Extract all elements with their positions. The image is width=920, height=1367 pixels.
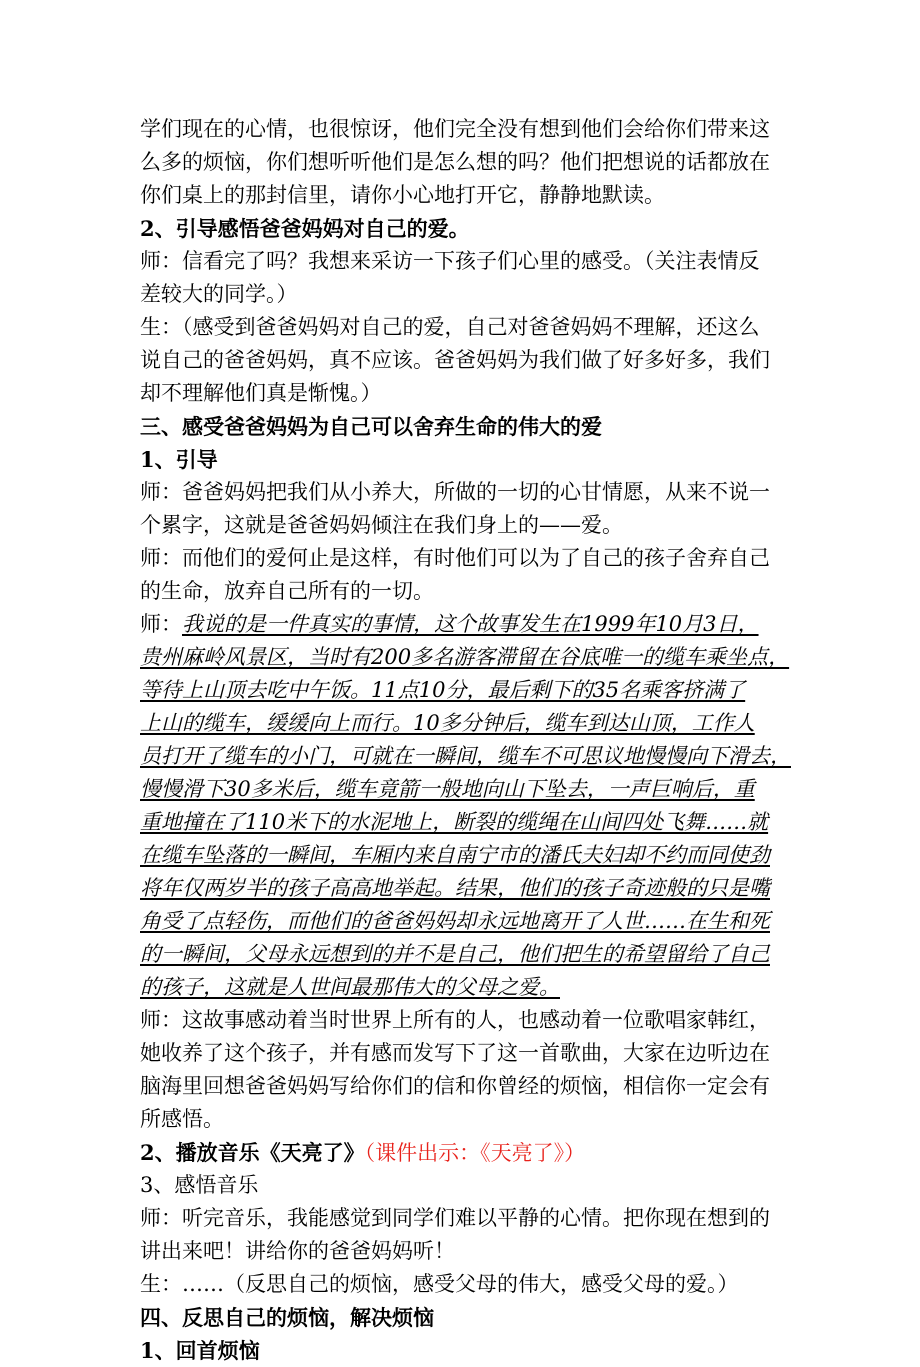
story-line: 等待上山顶去吃中午饭。11点10分，最后剩下的35名乘客挤满了 <box>140 678 746 702</box>
music-heading <box>140 1136 796 1169</box>
text-line: 她收养了这个孩子，并有感而发写下了这一首歌曲，大家在边听边在 <box>140 1041 770 1065</box>
courseware-note: （课件出示：《天亮了》） <box>364 1141 586 1165</box>
story-line: 贵州麻岭风景区，当时有200多名游客滞留在谷底唯一的缆车乘坐点， <box>140 645 790 669</box>
story-line: 的一瞬间，父母永远想到的并不是自己，他们把生的希望留给了自己 <box>140 942 770 966</box>
text-line: 讲出来吧！讲给你的爸爸妈妈听！ <box>140 1239 455 1263</box>
text-line: 师：而他们的爱何止是这样，有时他们可以为了自己的孩子舍弃自己 <box>140 546 770 570</box>
story-line: 在缆车坠落的一瞬间，车厢内来自南宁市的潘氏夫妇却不约而同使劲 <box>140 843 770 867</box>
story-speaker: 师： <box>140 612 182 636</box>
text-line: 师：爸爸妈妈把我们从小养大，所做的一切的心甘情愿，从来不说一 <box>140 480 770 504</box>
music-label: 2、播放音乐《天亮了》 <box>140 1140 365 1165</box>
text-line: 学们现在的心情，也很惊讶，他们完全没有想到他们会给你们带来这 <box>140 117 770 141</box>
document-page <box>140 113 796 1367</box>
text-line: 个累字，这就是爸爸妈妈倾注在我们身上的——爱。 <box>140 513 623 537</box>
text-line: 你们桌上的那封信里，请你小心地打开它，静静地默读。 <box>140 183 665 207</box>
text-line: 所感悟。 <box>140 1107 224 1131</box>
text-line: 生：……（反思自己的烦恼，感受父母的伟大，感受父母的爱。） <box>140 1272 739 1296</box>
text-line: 生：（感受到爸爸妈妈对自己的爱，自己对爸爸妈妈不理解，还这么 <box>140 315 760 339</box>
section-heading: 1、回首烦恼 <box>140 1338 260 1363</box>
text-line: 么多的烦恼，你们想听听他们是怎么想的吗？他们把想说的话都放在 <box>140 150 770 174</box>
story-line: 上山的缆车，缓缓向上而行。10多分钟后，缆车到达山顶，工作人 <box>140 711 755 735</box>
text-line: 3、感悟音乐 <box>140 1173 259 1197</box>
section-heading: 三、感受爸爸妈妈为自己可以舍弃生命的伟大的爱 <box>140 414 602 439</box>
story-line: 将年仅两岁半的孩子高高地举起。结果，他们的孩子奇迹般的只是嘴 <box>140 876 770 900</box>
story-line <box>140 608 796 641</box>
story-line: 慢慢滑下30多米后，缆车竟箭一般地向山下坠去，一声巨响后，重 <box>140 777 755 801</box>
text-line: 脑海里回想爸爸妈妈写给你们的信和你曾经的烦恼，相信你一定会有 <box>140 1074 770 1098</box>
story-line: 的孩子，这就是人世间最那伟大的父母之爱。 <box>140 975 560 999</box>
section-heading: 四、反思自己的烦恼，解决烦恼 <box>140 1305 434 1330</box>
text-line: 的生命，放弃自己所有的一切。 <box>140 579 434 603</box>
section-heading: 2、引导感悟爸爸妈妈对自己的爱。 <box>140 216 470 241</box>
text-line: 说自己的爸爸妈妈，真不应该。爸爸妈妈为我们做了好多好多，我们 <box>140 348 770 372</box>
text-line: 师：这故事感动着当时世界上所有的人，也感动着一位歌唱家韩红， <box>140 1008 770 1032</box>
text-line: 师：信看完了吗？我想来采访一下孩子们心里的感受。（关注表情反 <box>140 249 760 273</box>
section-heading: 1、引导 <box>140 447 218 472</box>
story-line: 重地撞在了110米下的水泥地上，断裂的缆绳在山间四处飞舞……就 <box>140 810 769 834</box>
text-line: 师：听完音乐，我能感觉到同学们难以平静的心情。把你现在想到的 <box>140 1206 770 1230</box>
text-line: 却不理解他们真是惭愧。） <box>140 381 382 405</box>
story-line: 角受了点轻伤，而他们的爸爸妈妈却永远地离开了人世……在生和死 <box>140 909 770 933</box>
story-text: 我说的是一件真实的事情，这个故事发生在1999年10月3日， <box>182 612 759 636</box>
text-line: 差较大的同学。） <box>140 282 298 306</box>
story-line: 员打开了缆车的小门，可就在一瞬间，缆车不可思议地慢慢向下滑去， <box>140 744 791 768</box>
